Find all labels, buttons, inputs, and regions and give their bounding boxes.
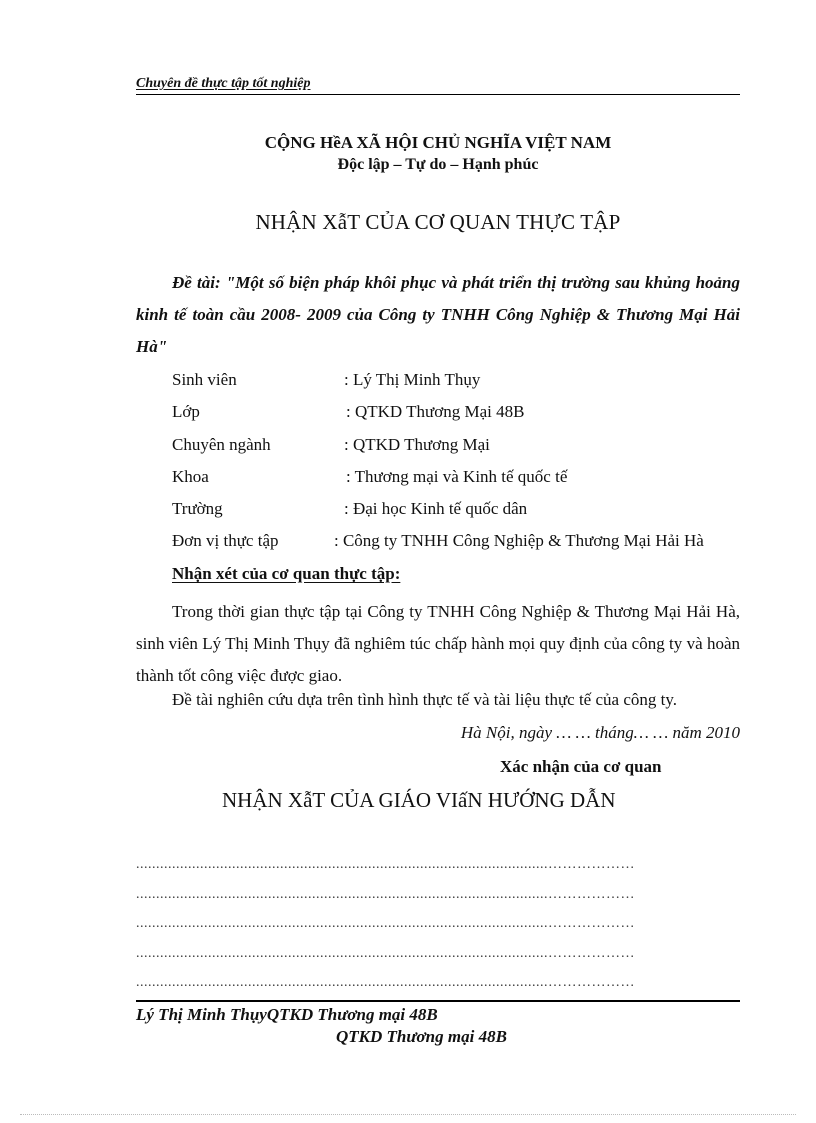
page-bottom-border: [20, 1114, 796, 1115]
dotted-line: .......................................................................................................………………: [136, 887, 635, 902]
nation-motto: Độc lập – Tự do – Hạnh phúc: [337, 156, 539, 173]
info-value: : Đại học Kinh tế quốc dân: [344, 499, 528, 518]
footer-author: Lý Thị Minh ThụyQTKD Thương mại 48B: [136, 1005, 438, 1024]
running-header: Chuyên đề thực tập tốt nghiệp: [136, 76, 311, 91]
review-paragraph-2: Đề tài nghiên cứu dựa trên tình hình thực tế và tài liệu thực tế của công ty.: [172, 690, 677, 709]
info-label: Lớp: [172, 402, 200, 421]
agency-confirmation: Xác nhận của cơ quan: [500, 757, 662, 776]
dotted-line: .......................................................................................................………………: [136, 946, 635, 961]
agency-review-label: Nhận xét của cơ quan thực tập:: [172, 564, 401, 583]
agency-review-title: NHẬN XẫT CỦA CƠ QUAN THỰC TẬP: [255, 210, 621, 234]
topic-paragraph: [136, 267, 740, 363]
info-value: : QTKD Thương Mại 48B: [346, 402, 525, 421]
info-value: : Thương mại và Kinh tế quốc tế: [346, 467, 568, 486]
advisor-review-title: NHẬN XẫT CỦA GIÁO VIấN HƯỚNG DẪN: [222, 788, 616, 812]
info-value: : Lý Thị Minh Thụy: [344, 370, 481, 389]
info-label: Đơn vị thực tập: [172, 531, 279, 550]
topic-text: : "Một số biện pháp khôi phục và phát triển thị trường sau khủng hoảng kinh tế toàn cầu 2008- 2009 của Công ty TNHH Công Nghiệp & Thương Mại Hải Hà": [136, 273, 740, 356]
footer-class: QTKD Thương mại 48B: [336, 1027, 507, 1046]
info-value: : QTKD Thương Mại: [344, 435, 490, 454]
dotted-line: .......................................................................................................………………: [136, 916, 635, 931]
info-label: Chuyên ngành: [172, 435, 271, 454]
info-label: Khoa: [172, 467, 209, 486]
header-divider: [136, 94, 740, 95]
footer-divider: [136, 1000, 740, 1002]
info-value: : Công ty TNHH Công Nghiệp & Thương Mại Hải Hà: [334, 531, 704, 550]
info-label: Trường: [172, 499, 223, 518]
dotted-line: .......................................................................................................………………: [136, 857, 635, 872]
dotted-line: .......................................................................................................………………: [136, 975, 635, 990]
info-label: Sinh viên: [172, 370, 237, 389]
topic-label: Đề tài: [172, 273, 215, 292]
nation-name: CỘNG HềA XÃ HỘI CHỦ NGHĨA VIỆT NAM: [264, 133, 612, 152]
date-line: Hà Nội, ngày … … tháng… … năm 2010: [460, 723, 740, 742]
review-paragraph-1: Trong thời gian thực tập tại Công ty TNHH Công Nghiệp & Thương Mại Hải Hà, sinh viên Lý Thị Minh Thụy đã nghiêm túc chấp hành mọi quy định của công ty và hoàn thành tốt công việc được giao.: [136, 602, 740, 685]
